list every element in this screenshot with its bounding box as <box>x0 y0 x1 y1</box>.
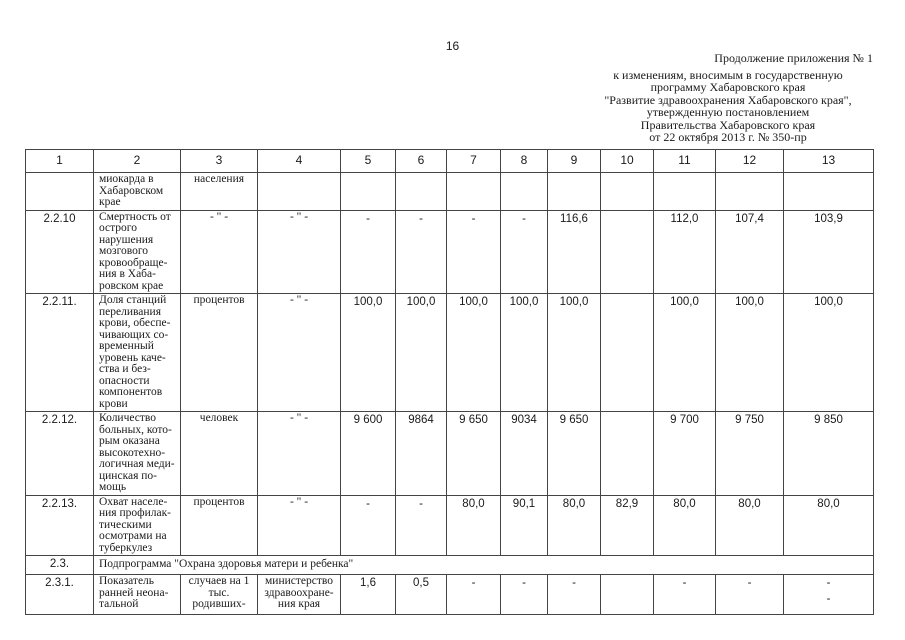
indicator-name: миокарда в Хабаровском крае <box>94 173 181 211</box>
value-cell: 100,0 <box>716 294 784 412</box>
value-cell <box>601 412 654 496</box>
responsible-executor: - " - <box>258 294 341 412</box>
value-cell <box>501 173 548 211</box>
table-row <box>26 412 874 496</box>
value-cell <box>341 575 396 615</box>
table-row <box>26 210 874 294</box>
value-cell: 112,0 <box>654 210 716 294</box>
section-row <box>26 556 874 575</box>
column-header: 8 <box>501 150 548 173</box>
responsible-executor: - " - <box>258 495 341 556</box>
value-text: - <box>682 577 687 589</box>
column-header: 7 <box>447 150 501 173</box>
value-cell <box>654 173 716 211</box>
header-line: утвержденную постановлением <box>646 105 810 119</box>
value-cell: 80,0 <box>447 495 501 556</box>
value-text: - <box>471 577 476 589</box>
column-header: 3 <box>181 150 258 173</box>
table-row <box>26 575 874 615</box>
unit-of-measure: человек <box>181 412 258 496</box>
responsible-executor: - " - <box>258 210 341 294</box>
value-cell: - <box>341 495 396 556</box>
value-cell: - <box>447 210 501 294</box>
header-line: Правительства Хабаровского края <box>640 117 816 132</box>
indicators-table <box>25 149 874 615</box>
value-cell: 100,0 <box>654 294 716 412</box>
unit-of-measure: - " - <box>181 210 258 294</box>
value-cell <box>716 575 784 615</box>
value-cell <box>654 575 716 615</box>
value-text: - <box>826 592 831 605</box>
indicator-name: Смертность от острого нарушения мозгового кровообраще-ния в Хаба-ровском крае <box>94 210 181 294</box>
responsible-executor <box>258 173 341 211</box>
value-cell <box>396 173 447 211</box>
indicator-name: Показатель ранней неона-тальной <box>94 575 181 615</box>
value-text: 1,6 <box>360 577 376 589</box>
value-cell: 9 750 <box>716 412 784 496</box>
column-header: 12 <box>716 150 784 173</box>
row-number: 2.2.13. <box>26 495 94 556</box>
table-header-row <box>26 150 874 173</box>
value-cell: 100,0 <box>341 294 396 412</box>
value-cell <box>601 210 654 294</box>
value-cell <box>341 173 396 211</box>
value-text: - <box>747 577 752 589</box>
value-cell: 107,4 <box>716 210 784 294</box>
row-number: 2.2.10 <box>26 210 94 294</box>
value-text: - <box>826 577 831 589</box>
value-cell: 90,1 <box>501 495 548 556</box>
responsible-executor: министерство здравоохране-ния края <box>258 575 341 615</box>
value-cell: 116,6 <box>548 210 601 294</box>
value-cell: 9864 <box>396 412 447 496</box>
value-text: - <box>522 577 526 589</box>
column-header: 1 <box>26 150 94 173</box>
value-cell: 9 850 <box>784 412 874 496</box>
value-cell: 80,0 <box>784 495 874 556</box>
value-cell: - <box>501 210 548 294</box>
value-cell: - <box>341 210 396 294</box>
value-cell <box>501 575 548 615</box>
value-cell <box>447 173 501 211</box>
value-cell: 100,0 <box>548 294 601 412</box>
column-header: 11 <box>654 150 716 173</box>
value-cell: 80,0 <box>654 495 716 556</box>
column-header: 6 <box>396 150 447 173</box>
column-header: 5 <box>341 150 396 173</box>
row-number <box>26 173 94 211</box>
value-cell: 100,0 <box>396 294 447 412</box>
value-cell: 9 650 <box>548 412 601 496</box>
value-cell: 9 600 <box>341 412 396 496</box>
section-number: 2.3. <box>26 556 94 575</box>
value-text: - <box>572 577 576 589</box>
header-line: от 22 октября 2013 г. № 350-пр <box>649 130 807 144</box>
header-line: к изменениям, вносимым в государственную <box>613 67 843 82</box>
document-header <box>543 52 873 144</box>
unit-of-measure: случаев на 1 тыс. родивших- <box>181 575 258 615</box>
header-line: программу Хабаровского края <box>650 80 806 94</box>
table-row <box>26 173 874 211</box>
value-cell: - <box>396 495 447 556</box>
value-cell <box>548 575 601 615</box>
unit-of-measure: населения <box>181 173 258 211</box>
value-cell: 100,0 <box>447 294 501 412</box>
row-number: 2.3.1. <box>26 575 94 615</box>
value-cell <box>601 575 654 615</box>
indicator-name: Количество больных, кото-рым оказана высокотехно-логичная меди-цинская по-мощь <box>94 412 181 496</box>
value-text: 0,5 <box>413 577 429 589</box>
value-cell <box>396 575 447 615</box>
value-cell <box>548 173 601 211</box>
value-cell: - <box>396 210 447 294</box>
unit-of-measure: процентов <box>181 495 258 556</box>
header-block <box>583 69 873 144</box>
table-row <box>26 294 874 412</box>
column-header: 9 <box>548 150 601 173</box>
column-header: 4 <box>258 150 341 173</box>
value-cell <box>784 575 874 615</box>
value-cell: 9 700 <box>654 412 716 496</box>
row-number: 2.2.11. <box>26 294 94 412</box>
value-cell <box>601 173 654 211</box>
value-cell <box>447 575 501 615</box>
table-row <box>26 495 874 556</box>
value-cell <box>716 173 784 211</box>
column-header: 10 <box>601 150 654 173</box>
unit-of-measure: процентов <box>181 294 258 412</box>
header-line: "Развитие здравоохранения Хабаровского края", <box>604 92 852 107</box>
value-cell: 103,9 <box>784 210 874 294</box>
indicator-name: Доля станций переливания крови, обеспе-чивающих со-временный уровень каче-ства и без-опасности компонентов крови <box>94 294 181 412</box>
row-number: 2.2.12. <box>26 412 94 496</box>
column-header: 13 <box>784 150 874 173</box>
section-title: Подпрограмма "Охрана здоровья матери и ребенка" <box>94 556 874 575</box>
value-cell: 82,9 <box>601 495 654 556</box>
value-cell <box>784 173 874 211</box>
value-cell: 100,0 <box>784 294 874 412</box>
indicator-name: Охват населе-ния профилак-тическими осмотрами на туберкулез <box>94 495 181 556</box>
value-cell <box>601 294 654 412</box>
continuation-label: Продолжение приложения № 1 <box>714 51 873 65</box>
value-cell: 9 650 <box>447 412 501 496</box>
column-header: 2 <box>94 150 181 173</box>
value-cell: 80,0 <box>716 495 784 556</box>
value-cell: 9034 <box>501 412 548 496</box>
responsible-executor: - " - <box>258 412 341 496</box>
value-cell: 100,0 <box>501 294 548 412</box>
page-number: 16 <box>445 39 460 53</box>
value-cell: 80,0 <box>548 495 601 556</box>
